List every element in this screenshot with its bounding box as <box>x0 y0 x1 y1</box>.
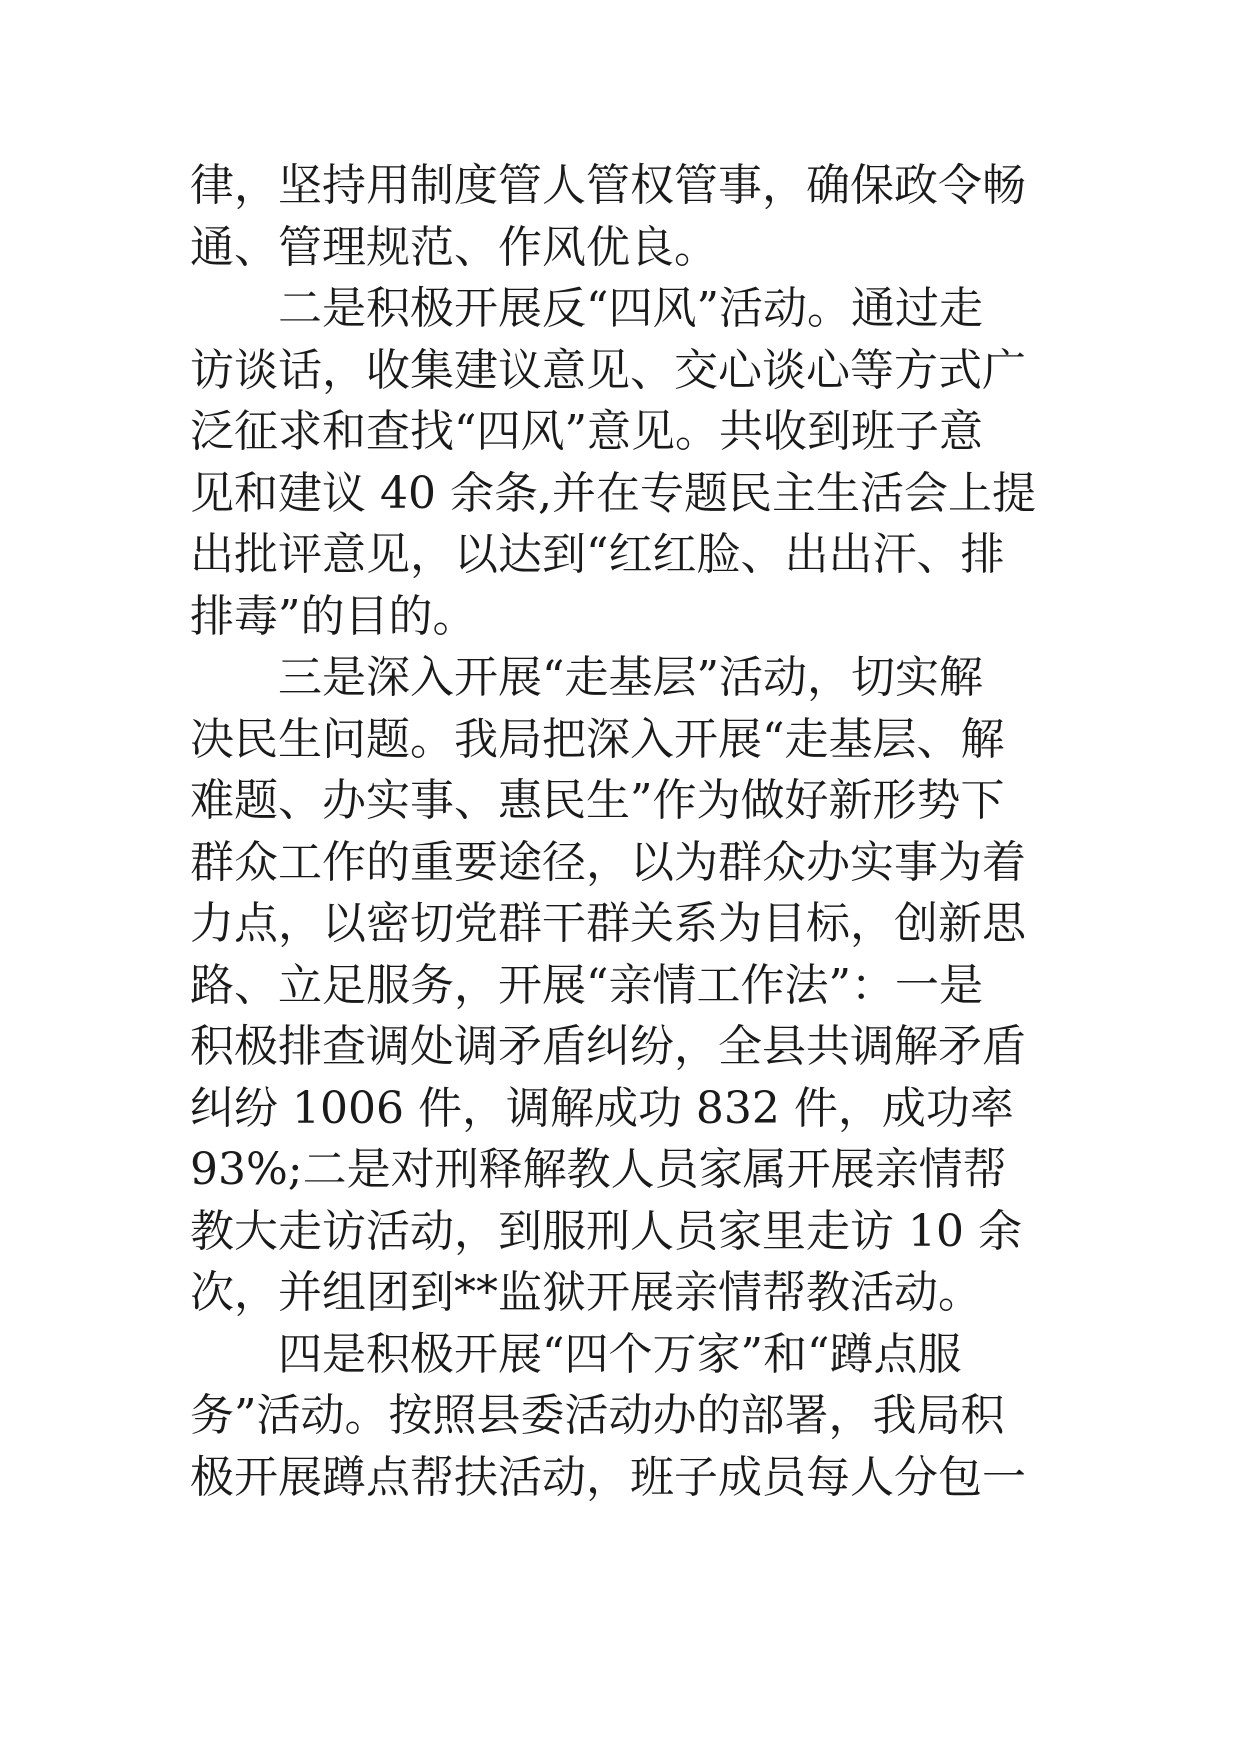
text-line: 路、立足服务，开展“亲情工作法”：一是 <box>190 959 983 1011</box>
text-line: 纠纷 1006 件，调解成功 832 件，成功率 <box>190 1082 1014 1134</box>
text-line: 教大走访活动，到服刑人员家里走访 10 余 <box>190 1205 1022 1257</box>
text-line: 决民生问题。我局把深入开展“走基层、解 <box>190 713 1005 765</box>
text-line: 次，并组团到**监狱开展亲情帮教活动。 <box>190 1267 982 1318</box>
text-line: 通、管理规范、作风优良。 <box>190 221 718 273</box>
text-line: 极开展蹲点帮扶活动，班子成员每人分包一 <box>190 1451 1026 1503</box>
text-line: 务”活动。按照县委活动办的部署，我局积 <box>190 1390 1005 1441</box>
text-line: 难题、办实事、惠民生”作为做好新形势下 <box>190 775 1005 826</box>
text-line: 积极排查调处调矛盾纠纷，全县共调解矛盾 <box>190 1021 1026 1072</box>
text-line: 出批评意见，以达到“红红脸、出出汗、排 <box>190 529 1005 580</box>
text-line: 三是深入开展“走基层”活动，切实解 <box>278 652 983 703</box>
text-line: 排毒”的目的。 <box>190 590 477 642</box>
text-line: 律，坚持用制度管人管权管事，确保政令畅 <box>190 160 1026 211</box>
text-line: 力点，以密切党群干群关系为目标，创新思 <box>190 898 1026 949</box>
text-line: 二是积极开展反“四风”活动。通过走 <box>278 283 983 334</box>
text-line: 四是积极开展“四个万家”和“蹲点服 <box>278 1328 962 1380</box>
text-line: 访谈话，收集建议意见、交心谈心等方式广 <box>190 344 1026 396</box>
text-line: 见和建议 40 余条,并在专题民主生活会上提 <box>190 467 1036 519</box>
document-body <box>190 155 1070 1508</box>
text-line: 群众工作的重要途径，以为群众办实事为着 <box>190 836 1026 888</box>
text-line: 93%;二是对刑释解教人员家属开展亲情帮 <box>190 1144 1007 1195</box>
text-line: 泛征求和查找“四风”意见。共收到班子意 <box>190 406 983 457</box>
